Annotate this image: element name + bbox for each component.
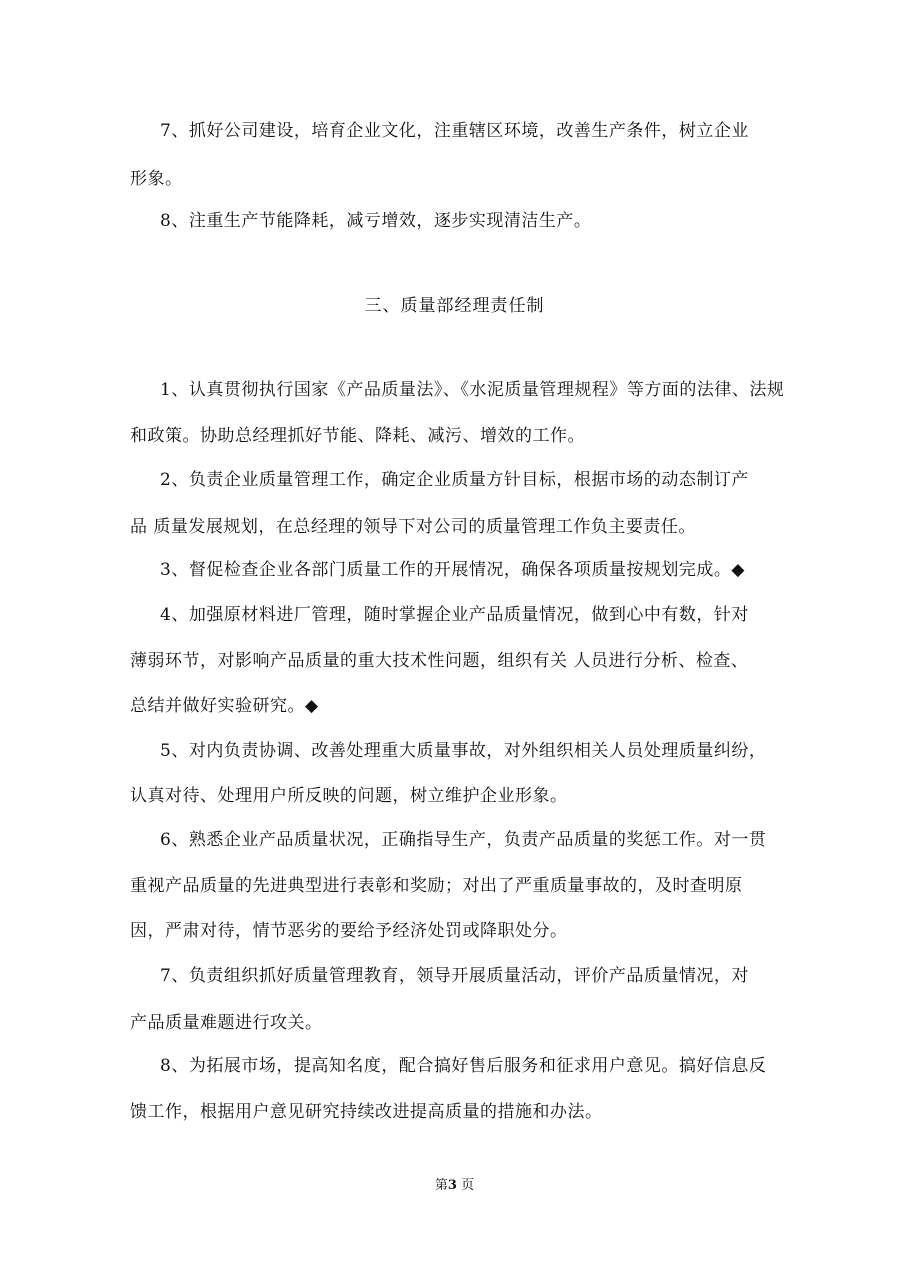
footer-prefix: 第 [434, 1178, 448, 1193]
page-footer [0, 1177, 909, 1195]
paragraph-line: 品 质量发展规划，在总经理的领导下对公司的质量管理工作负主要责任。 [130, 517, 696, 537]
page-number: 3 [447, 1178, 457, 1193]
paragraph-line: 馈工作，根据用户意见研究持续改进提高质量的措施和办法。 [130, 1102, 603, 1122]
paragraph-line: 7、负责组织抓好质量管理教育，领导开展质量活动，评价产品质量情况，对 [160, 966, 749, 986]
paragraph-line: 2、负责企业质量管理工作，确定企业质量方针目标，根据市场的动态制订产 [160, 470, 749, 490]
paragraph-line: 7、抓好公司建设，培育企业文化，注重辖区环境，改善生产条件，树立企业 [160, 121, 749, 141]
section-heading: 三、质量部经理责任制 [364, 296, 545, 316]
paragraph-line: 8、为拓展市场，提高知名度，配合搞好售后服务和征求用户意见。搞好信息反 [160, 1056, 767, 1076]
paragraph-line: 1、认真贯彻执行国家《产品质量法》、《水泥质量管理规程》等方面的法律、法规 [160, 380, 785, 400]
paragraph-line: 薄弱环节，对影响产品质量的重大技术性问题，组织有关 人员进行分析、检查、 [130, 651, 749, 671]
paragraph-line: 产品质量难题进行攻关。 [130, 1013, 323, 1033]
paragraph-line: 认真对待、处理用户所反映的问题，树立维护企业形象。 [130, 786, 568, 806]
paragraph-line: 和政策。协助总经理抓好节能、降耗、减污、增效的工作。 [130, 426, 585, 446]
paragraph-line: 5、对内负责协调、改善处理重大质量事故，对外组织相关人员处理质量纠纷， [160, 741, 767, 761]
paragraph-line: 形象。 [130, 169, 183, 189]
paragraph-line: 总结并做好实验研究。◆ [130, 696, 319, 716]
paragraph-line: 8、注重生产节能降耗，减亏增效，逐步实现清洁生产。 [160, 211, 592, 231]
paragraph-line: 重视产品质量的先进典型进行表彰和奖励；对出了严重质量事故的，及时查明原 [130, 876, 743, 896]
paragraph-line: 因，严肃对待，情节恶劣的要给予经济处罚或降职处分。 [130, 921, 568, 941]
paragraph-line: 4、加强原材料进厂管理，随时掌握企业产品质量情况，做到心中有数，针对 [160, 605, 749, 625]
footer-suffix: 页 [456, 1178, 475, 1193]
paragraph-line: 3、督促检查企业各部门质量工作的开展情况，确保各项质量按规划完成。◆ [160, 560, 745, 580]
paragraph-line: 6、熟悉企业产品质量状况，正确指导生产，负责产品质量的奖惩工作。对一贯 [160, 830, 767, 850]
